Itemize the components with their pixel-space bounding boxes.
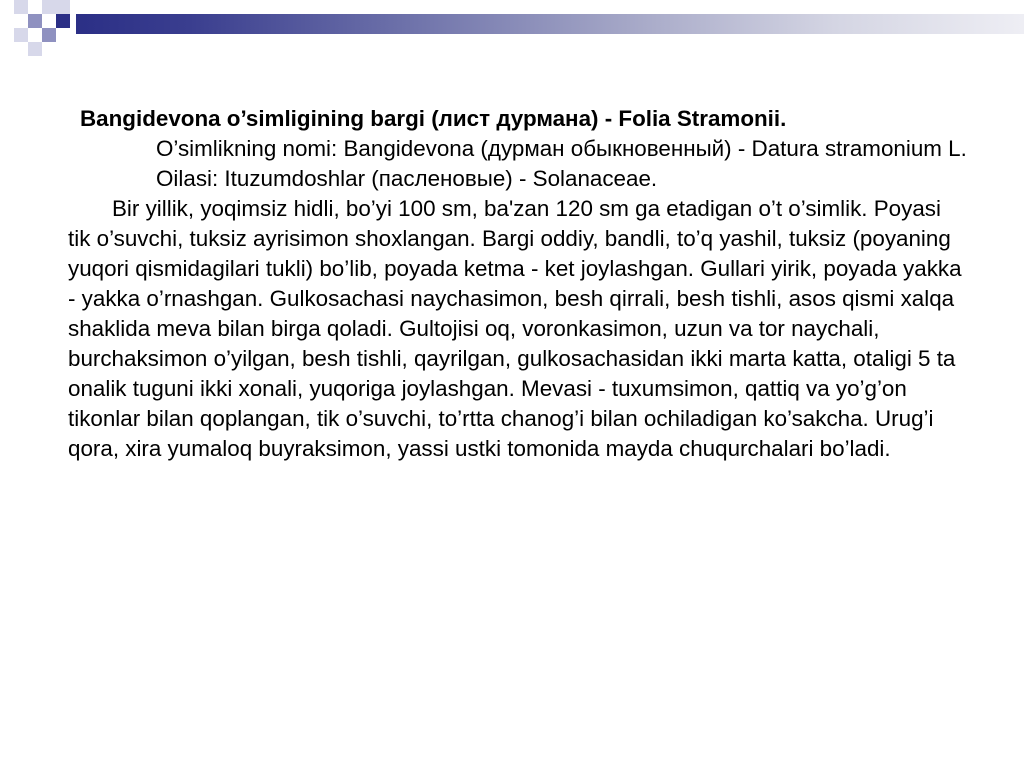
header-band (76, 14, 1024, 34)
slide-title: Bangidevona o’simligining bargi (лист дурмана) - Folia Stramonii. (80, 106, 787, 131)
family-line: Oilasi: Ituzumdoshlar (пасленовые) - Solanaceae. (156, 166, 658, 191)
description-paragraph: Bir yillik, yoqimsiz hidli, bo’yi 100 sm, ba'zan 120 sm ga etadigan o’t o’simlik. Poyasi tik o’suvchi, tuksiz ayrisimon shoxlangan. Bargi oddiy, bandli, to’q yashil, tuksiz (poyaning yuqori qismidagilari tukli) bo’lib, poyada ketma - ket joylashgan. Gullari yirik, poyada yakka - yakka o’rnashgan. Gulkosachasi naychasimon, besh qirrali, besh tishli, asos qismi xalqa shaklida meva bilan birga qoladi. Gultojisi oq, voronkasimon, uzun va tor naychali, burchaksimon o’yilgan, besh tishli, qayrilgan, gulkosachasidan ikki marta katta, otaligi 5 ta onalik tuguni ikki xonali, yuqoriga joylashgan. Mevasi - tuxumsimon, qattiq va yo’g’on tikonlar bilan qoplangan, tik o’suvchi, to’rtta chanog’i bilan ochiladigan ko’sakcha. Urug’i qora, xira yumaloq buyraksimon, yassi ustki tomonida mayda chuqurchalari bo’ladi. (68, 196, 962, 461)
slide-body (68, 104, 968, 464)
decorative-square (42, 0, 56, 14)
decorative-square (14, 28, 28, 42)
plant-name-line: O’simlikning nomi: Bangidevona (дурман обыкновенный) - Datura stramonium L. (156, 136, 967, 161)
decorative-square (56, 14, 70, 28)
decorative-square (14, 0, 28, 14)
decorative-square (28, 42, 42, 56)
decorative-square (28, 14, 42, 28)
decorative-square (42, 28, 56, 42)
decorative-square (56, 0, 70, 14)
